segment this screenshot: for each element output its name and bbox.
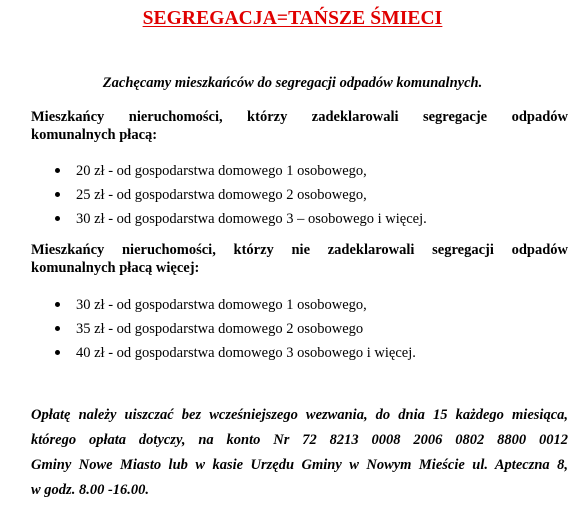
payment-info bbox=[31, 403, 568, 503]
list-item bbox=[52, 187, 427, 211]
payment-info-line1: Opłatę należy uiszczać bez wcześniejszego wezwania, do dnia 15 każdego miesiąca, bbox=[31, 407, 568, 423]
undeclared-heading-line2: komunalnych płacą więcej: bbox=[31, 260, 200, 276]
declared-heading bbox=[31, 108, 568, 144]
declared-heading-line2: komunalnych płacą: bbox=[31, 127, 158, 143]
bullet-icon bbox=[55, 302, 60, 307]
fee-text: 30 zł - od gospodarstwa domowego 3 – osobowego i więcej. bbox=[76, 211, 427, 227]
fee-text: 35 zł - od gospodarstwa domowego 2 osobowego bbox=[76, 321, 364, 337]
bullet-icon bbox=[55, 326, 60, 331]
list-item bbox=[52, 211, 427, 235]
undeclared-heading-line1: Mieszkańcy nieruchomości, którzy nie zadeklarowali segregacji odpadów bbox=[31, 242, 568, 258]
declared-heading-line1: Mieszkańcy nieruchomości, którzy zadeklarowali segregacje odpadów bbox=[31, 109, 568, 125]
page-title: SEGREGACJA=TAŃSZE ŚMIECI bbox=[142, 8, 443, 29]
payment-info-line3: Gminy Nowe Miasto lub w kasie Urzędu Gminy w Nowym Mieście ul. Apteczna 8, bbox=[31, 457, 568, 473]
bullet-icon bbox=[55, 192, 60, 197]
fee-text: 20 zł - od gospodarstwa domowego 1 osobowego, bbox=[76, 163, 367, 179]
undeclared-fee-list bbox=[52, 297, 416, 369]
bullet-icon bbox=[55, 168, 60, 173]
bullet-icon bbox=[55, 350, 60, 355]
list-item bbox=[52, 345, 416, 369]
undeclared-heading bbox=[31, 241, 568, 277]
payment-info-line4: w godz. 8.00 -16.00. bbox=[31, 482, 150, 498]
bullet-icon bbox=[55, 216, 60, 221]
payment-info-line2: którego opłata dotyczy, na konto Nr 72 8213 0008 2006 0802 8800 0012 bbox=[31, 432, 568, 448]
fee-text: 30 zł - od gospodarstwa domowego 1 osobowego, bbox=[76, 297, 367, 313]
fee-text: 40 zł - od gospodarstwa domowego 3 osobowego i więcej. bbox=[76, 345, 416, 361]
list-item bbox=[52, 297, 416, 321]
fee-text: 25 zł - od gospodarstwa domowego 2 osobowego, bbox=[76, 187, 367, 203]
list-item bbox=[52, 163, 427, 187]
declared-fee-list bbox=[52, 163, 427, 235]
list-item bbox=[52, 321, 416, 345]
intro-text: Zachęcamy mieszkańców do segregacji odpadów komunalnych. bbox=[102, 75, 483, 91]
